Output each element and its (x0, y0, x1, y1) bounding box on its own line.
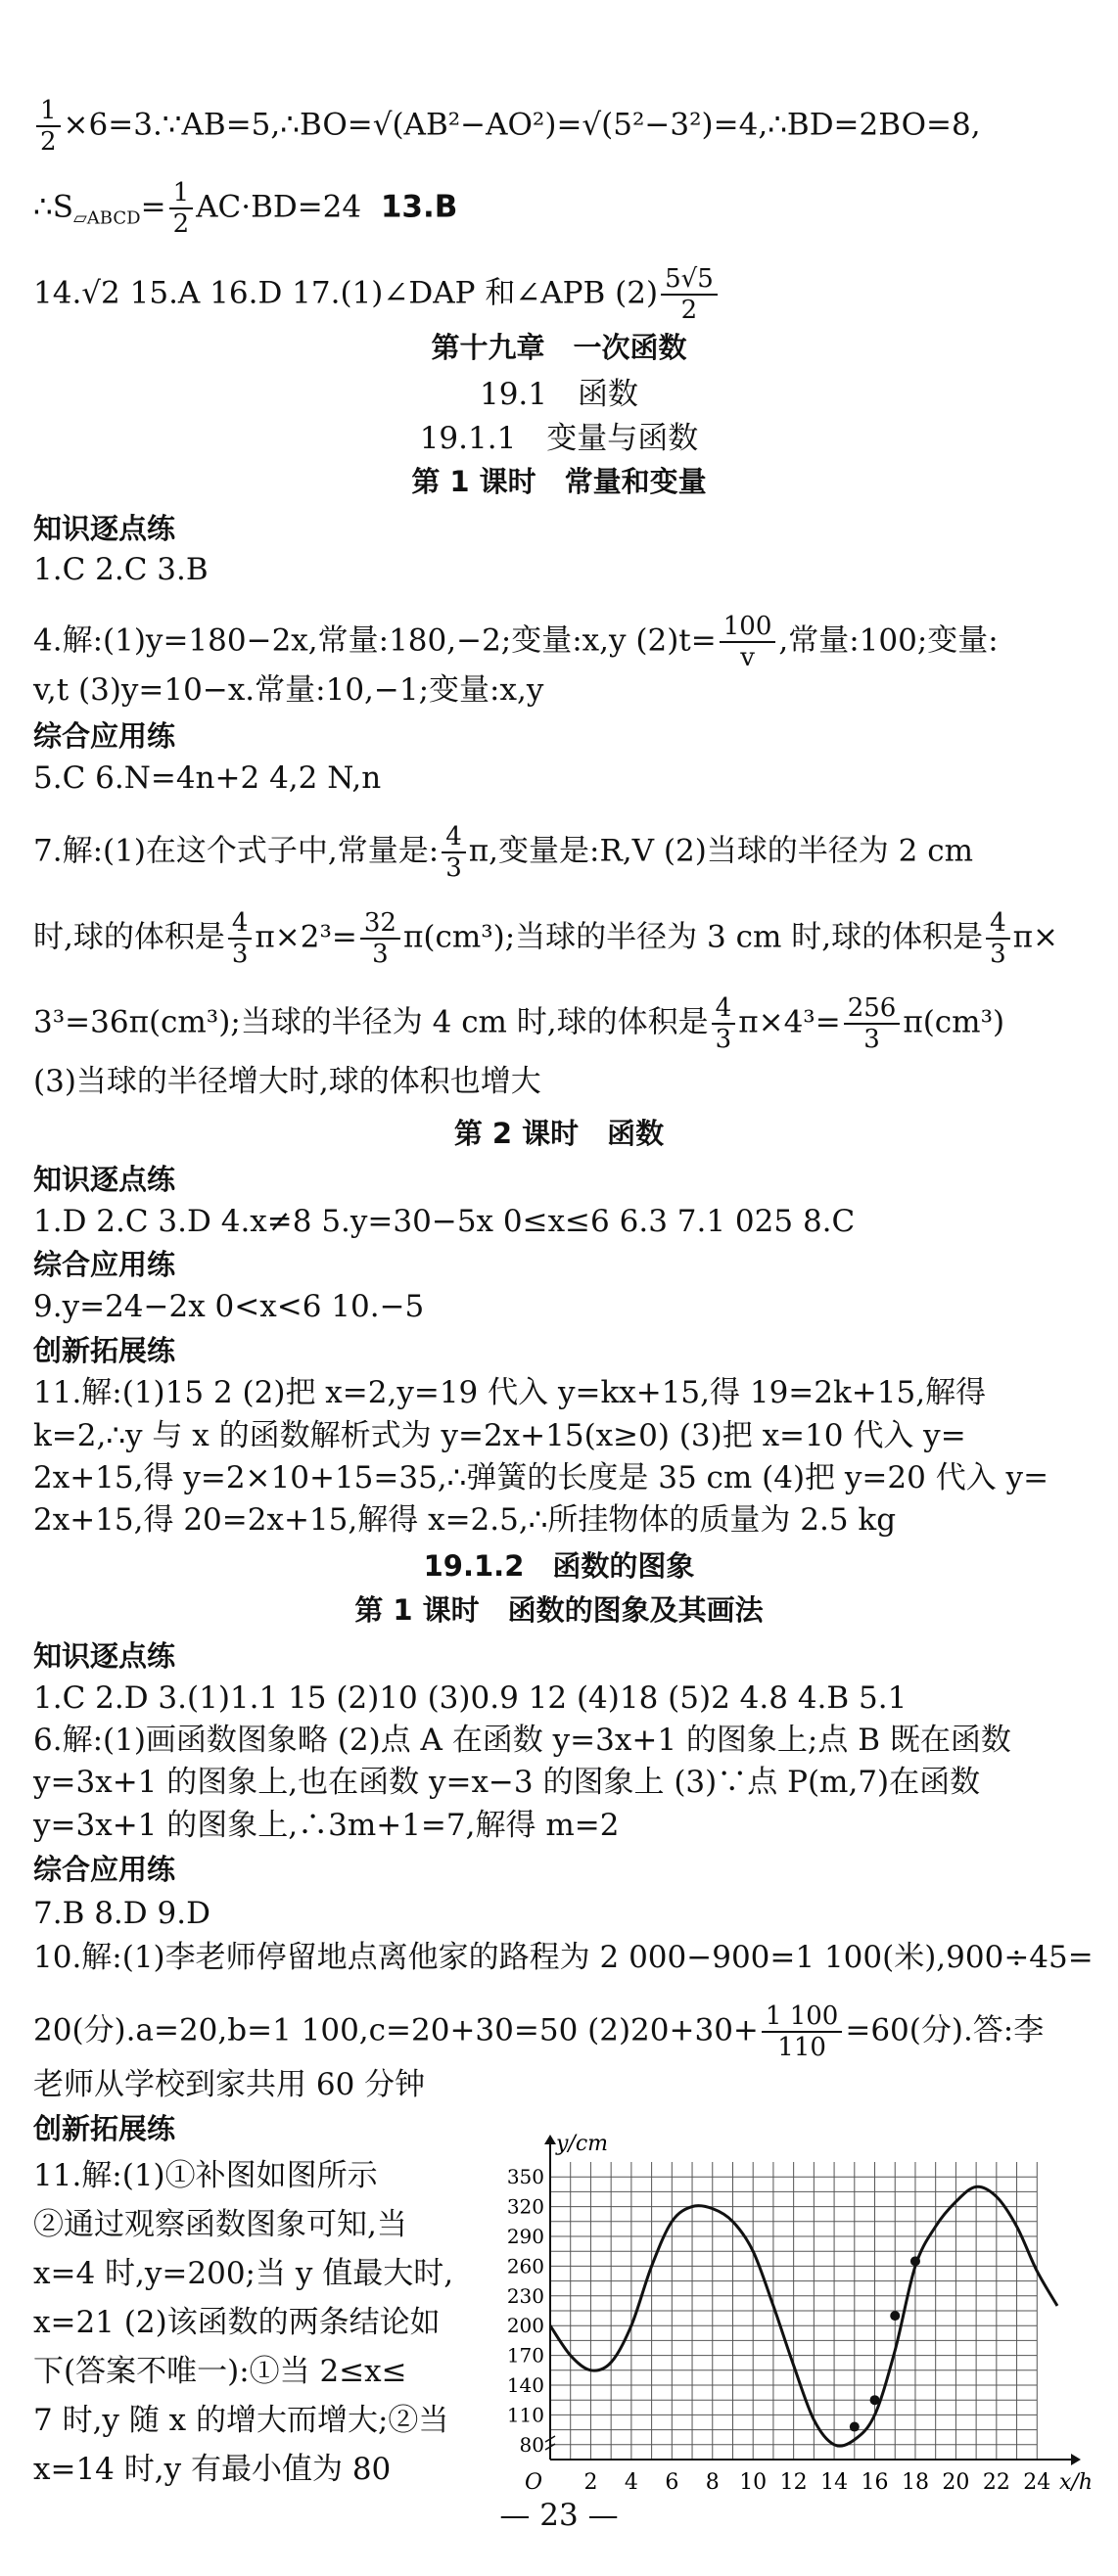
x-tick-label: 22 (982, 2470, 1010, 2495)
fraction (661, 264, 718, 325)
y-axis-label: y/cm (556, 2132, 609, 2156)
x-tick-label: 6 (665, 2470, 679, 2495)
para-line: ②通过观察函数图象可知,当 (33, 2207, 407, 2242)
answer-line (33, 612, 1079, 672)
y-tick-label: 200 (506, 2314, 544, 2338)
denominator: v (740, 643, 755, 672)
answer-line: 10.解:(1)李老师停留地点离他家的路程为 2 000−900=1 100(米),900÷45= (33, 1940, 1094, 1975)
line-text: 时,球的体积是 (33, 919, 225, 955)
answer-line: 1.D 2.C 3.D 4.x≠8 5.y=30−5x 0≤x≤6 6.3 7.1 025 8.C (33, 1204, 856, 1239)
answer-line: 5.C 6.N=4n+2 4,2 N,n (33, 760, 382, 796)
answer-line: 老师从学校到家共用 60 分钟 (33, 2067, 426, 2102)
function-curve (550, 2186, 1057, 2446)
line-text: 7.解:(1)在这个式子中,常量是: (33, 833, 440, 869)
numerator: 1 (169, 178, 194, 209)
answer-line: y=3x+1 的图象上,∴3m+1=7,解得 m=2 (33, 1808, 620, 1843)
line-text: = (140, 189, 166, 225)
line-text: 3³=36π(cm³);当球的半径为 4 cm 时,球的体积是 (33, 1004, 709, 1040)
origin-label: O (524, 2470, 542, 2495)
denominator: 2 (680, 296, 698, 325)
exercise-heading: 创新拓展练 (33, 1334, 176, 1367)
x-axis-arrow (1071, 2454, 1081, 2465)
fraction (720, 612, 776, 672)
denominator: 3 (372, 940, 389, 969)
y-tick-label: 260 (506, 2254, 544, 2278)
y-axis-arrow (544, 2135, 556, 2144)
data-point (910, 2256, 920, 2266)
denominator: 2 (40, 127, 57, 157)
exercise-heading: 综合应用练 (33, 1853, 176, 1886)
fraction (360, 908, 400, 969)
numerator: 4 (228, 908, 253, 940)
line-text: 4.解:(1)y=180−2x,常量:180,−2;变量:x,y (2)t= (33, 622, 717, 659)
answer-line: 6.解:(1)画函数图象略 (2)点 A 在函数 y=3x+1 的图象上;点 B 既在函数 (33, 1723, 1011, 1758)
denominator: 3 (863, 1025, 880, 1054)
fraction (712, 993, 736, 1054)
line-text: 14.√2 15.A 16.D 17.(1)∠DAP 和∠APB (2) (33, 275, 659, 311)
data-point (850, 2422, 860, 2432)
fraction (986, 908, 1010, 969)
answer-line (33, 264, 1079, 325)
lesson-title: 第 2 课时 函数 (453, 1117, 665, 1150)
line-text: 20(分).a=20,b=1 100,c=20+30=50 (2)20+30+ (33, 2012, 759, 2048)
y-tick-label: 170 (506, 2343, 544, 2368)
para-line: 下(答案不唯一):①当 2≤x≤ (33, 2354, 407, 2389)
y-tick-label: 290 (506, 2225, 544, 2248)
x-axis-label: x/h (1059, 2470, 1093, 2495)
y-tick-label: 320 (506, 2194, 544, 2219)
denominator: 3 (231, 940, 249, 969)
answer-line: 11.解:(1)15 2 (2)把 x=2,y=19 代入 y=kx+15,得 19=2k+15,解得 (33, 1375, 987, 1410)
x-tick-label: 4 (624, 2470, 638, 2495)
line-text: π× (1012, 919, 1058, 955)
numerator: 32 (360, 908, 400, 940)
answer-line (33, 2001, 1079, 2062)
x-tick-label: 20 (942, 2470, 970, 2495)
answer-line: 7.B 8.D 9.D (33, 1896, 210, 1931)
subsection-title: 19.1.1 变量与函数 (419, 421, 699, 456)
x-tick-label: 10 (739, 2470, 768, 2495)
line-text: ,常量:100;变量: (778, 622, 999, 659)
answer-line: (3)当球的半径增大时,球的体积也增大 (33, 1064, 541, 1099)
y-tick-label: 140 (506, 2373, 544, 2397)
line-text: π,变量是:R,V (2)当球的半径为 2 cm (468, 833, 973, 869)
y-tick-label: 230 (506, 2283, 544, 2308)
answer-number: 13.B (380, 189, 458, 225)
x-tick-label: 18 (901, 2470, 929, 2495)
answer-line: v,t (3)y=10−x.常量:10,−1;变量:x,y (33, 672, 544, 708)
fraction (228, 908, 253, 969)
fraction (844, 993, 901, 1054)
data-point (890, 2311, 900, 2321)
para-line: 7 时,y 随 x 的增大而增大;②当 (33, 2403, 449, 2438)
chapter-title: 第十九章 一次函数 (431, 331, 687, 364)
x-tick-label: 8 (705, 2470, 720, 2495)
function-graph (499, 2129, 1093, 2501)
answer-line: 2x+15,得 20=2x+15,解得 x=2.5,∴所挂物体的质量为 2.5 kg (33, 1502, 897, 1538)
exercise-heading: 知识逐点练 (33, 512, 176, 545)
numerator: 100 (720, 612, 776, 643)
x-tick-label: 24 (1023, 2470, 1051, 2495)
answer-line: y=3x+1 的图象上,也在函数 y=x−3 的图象上 (3)∵点 P(m,7)在函数 (33, 1765, 981, 1800)
subscript: ▱ABCD (72, 207, 141, 229)
y-tick-label: 80 (519, 2432, 544, 2457)
answer-line: 2x+15,得 y=2×10+15=35,∴弹簧的长度是 35 cm (4)把 y=20 代入 y= (33, 1460, 1049, 1495)
line-text: π(cm³) (903, 1004, 1005, 1040)
denominator: 3 (715, 1025, 732, 1054)
numerator: 1 (36, 96, 61, 127)
numerator: 1 100 (762, 2001, 842, 2033)
answer-line: 9.y=24−2x 0<x<6 10.−5 (33, 1289, 425, 1324)
data-point (870, 2395, 880, 2405)
answer-paragraph (33, 2151, 484, 2494)
exercise-heading: 创新拓展练 (33, 2112, 176, 2145)
numerator: 4 (712, 993, 736, 1025)
x-tick-label: 16 (861, 2470, 889, 2495)
line-text: π×2³= (255, 919, 357, 955)
x-tick-label: 14 (820, 2470, 849, 2495)
exercise-heading: 知识逐点练 (33, 1639, 176, 1673)
y-tick-label: 350 (506, 2165, 544, 2189)
para-line: x=4 时,y=200;当 y 值最大时, (33, 2256, 454, 2291)
fraction (169, 178, 194, 239)
denominator: 3 (445, 853, 462, 883)
line-text: π×4³= (738, 1004, 841, 1040)
exercise-heading: 知识逐点练 (33, 1163, 176, 1196)
para-line: 11.解:(1)①补图如图所示 (33, 2158, 378, 2193)
y-tick-label: 110 (506, 2403, 544, 2427)
section-title: 19.1 函数 (479, 377, 639, 412)
page-number: — 23 — (499, 2498, 619, 2533)
line-text: AC·BD=24 (196, 189, 362, 225)
line-text: ×6=3.∵AB=5,∴BO=√(AB²−AO²)=√(5²−3²)=4,∴BD=2BO=8, (63, 107, 981, 143)
denominator: 2 (172, 209, 190, 239)
answer-line (33, 178, 1079, 239)
fraction (762, 2001, 842, 2062)
subsection-title: 19.1.2 函数的图象 (423, 1549, 695, 1583)
numerator: 5√5 (661, 264, 718, 296)
denominator: 110 (777, 2033, 826, 2062)
exercise-heading: 综合应用练 (33, 719, 176, 753)
numerator: 4 (442, 822, 466, 853)
fraction (36, 96, 61, 157)
numerator: 256 (844, 993, 901, 1025)
x-tick-label: 2 (583, 2470, 598, 2495)
answer-line (33, 96, 1079, 157)
answer-line: k=2,∴y 与 x 的函数解析式为 y=2x+15(x≥0) (3)把 x=10 代入 y= (33, 1418, 966, 1453)
line-text: =60(分).答:李 (845, 2012, 1045, 2048)
denominator: 3 (990, 940, 1006, 969)
answer-line (33, 822, 1079, 883)
line-text: π(cm³);当球的半径为 3 cm 时,球的体积是 (402, 919, 984, 955)
lesson-title: 第 1 课时 函数的图象及其画法 (354, 1593, 764, 1627)
answer-line: 1.C 2.D 3.(1)1.1 15 (2)10 (3)0.9 12 (4)18 (5)2 4.8 4.B 5.1 (33, 1680, 908, 1716)
x-tick-label: 12 (779, 2470, 808, 2495)
para-line: x=14 时,y 有最小值为 80 (33, 2452, 392, 2487)
fraction (442, 822, 466, 883)
line-text: ∴S (33, 189, 73, 225)
answer-line: 1.C 2.C 3.B (33, 552, 209, 587)
para-line: x=21 (2)该函数的两条结论如 (33, 2305, 441, 2340)
numerator: 4 (986, 908, 1010, 940)
answer-line (33, 908, 1079, 969)
exercise-heading: 综合应用练 (33, 1248, 176, 1281)
answer-line (33, 993, 1079, 1054)
lesson-title: 第 1 课时 常量和变量 (411, 465, 707, 498)
